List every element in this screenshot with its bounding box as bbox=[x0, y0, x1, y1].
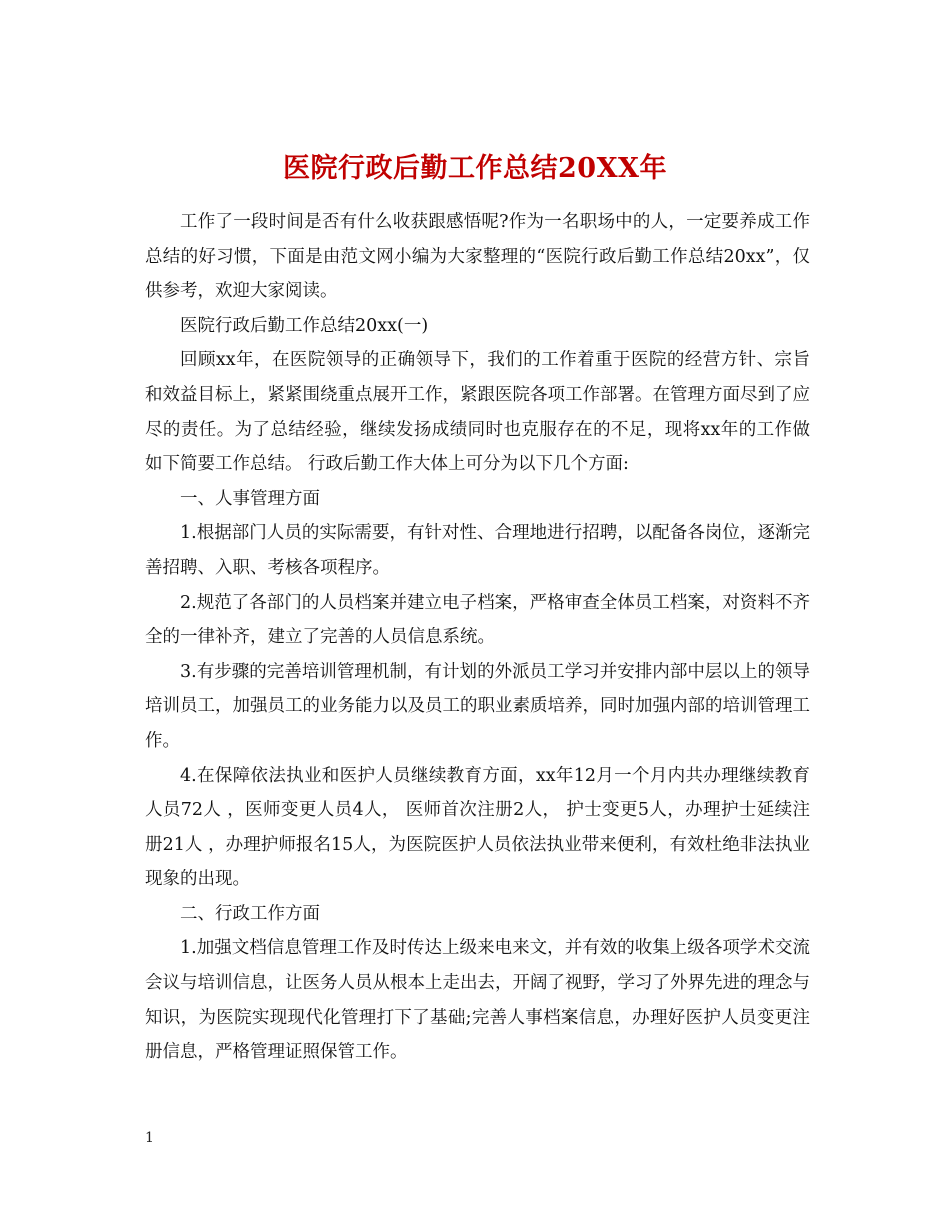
document-body bbox=[145, 205, 810, 1070]
personnel-item-2: 2.规范了各部门的人员档案并建立电子档案，严格审查全体员工档案，对资料不齐全的一律补齐，建立了完善的人员信息系统。 bbox=[145, 592, 810, 648]
personnel-item-4: 4.在保障依法执业和医护人员继续教育方面，xx年12月一个月内共办理继续教育人员72人 ，医师变更人员4人， 医师首次注册2人， 护士变更5人，办理护士延续注册21人 ，办理护师报名15人，为医院医护人员依法执业带来便利，有效杜绝非法执业现象的出现。 bbox=[145, 765, 810, 890]
administration-item-1: 1.加强文档信息管理工作及时传达上级来电来文，并有效的收集上级各项学术交流会议与培训信息，让医务人员从根本上走出去，开阔了视野，学习了外界先进的理念与知识，为医院实现现代化管理打下了基础;完善人事档案信息，办理好医护人员变更注册信息，严格管理证照保管工作。 bbox=[145, 938, 810, 1063]
review-paragraph: 回顾xx年，在医院领导的正确领导下，我们的工作着重于医院的经营方针、宗旨和效益目标上，紧紧围绕重点展开工作，紧跟医院各项工作部署。在管理方面尽到了应尽的责任。为了总结经验，继续发扬成绩同时也克服存在的不足，现将xx年的工作做如下简要工作总结。 行政后勤工作大体上可分为以下几个方面: bbox=[145, 350, 810, 475]
personnel-item-3: 3.有步骤的完善培训管理机制，有计划的外派员工学习并安排内部中层以上的领导培训员工，加强员工的业务能力以及员工的职业素质培养，同时加强内部的培训管理工作。 bbox=[145, 661, 810, 751]
intro-paragraph: 工作了一段时间是否有什么收获跟感悟呢?作为一名职场中的人，一定要养成工作总结的好习惯，下面是由范文网小编为大家整理的“医院行政后勤工作总结20xx”，仅供参考，欢迎大家阅读。 bbox=[145, 212, 810, 302]
page-number: 1 bbox=[145, 1130, 154, 1146]
section-heading-personnel: 一、人事管理方面 bbox=[180, 488, 320, 509]
section-heading-administration: 二、行政工作方面 bbox=[180, 903, 320, 924]
section-heading-part-one: 医院行政后勤工作总结20xx(一) bbox=[180, 315, 429, 336]
document-title: 医院行政后勤工作总结20XX年 bbox=[283, 153, 667, 185]
personnel-item-1: 1.根据部门人员的实际需要，有针对性、合理地进行招聘，以配备各岗位，逐渐完善招聘、入职、考核各项程序。 bbox=[145, 523, 810, 578]
